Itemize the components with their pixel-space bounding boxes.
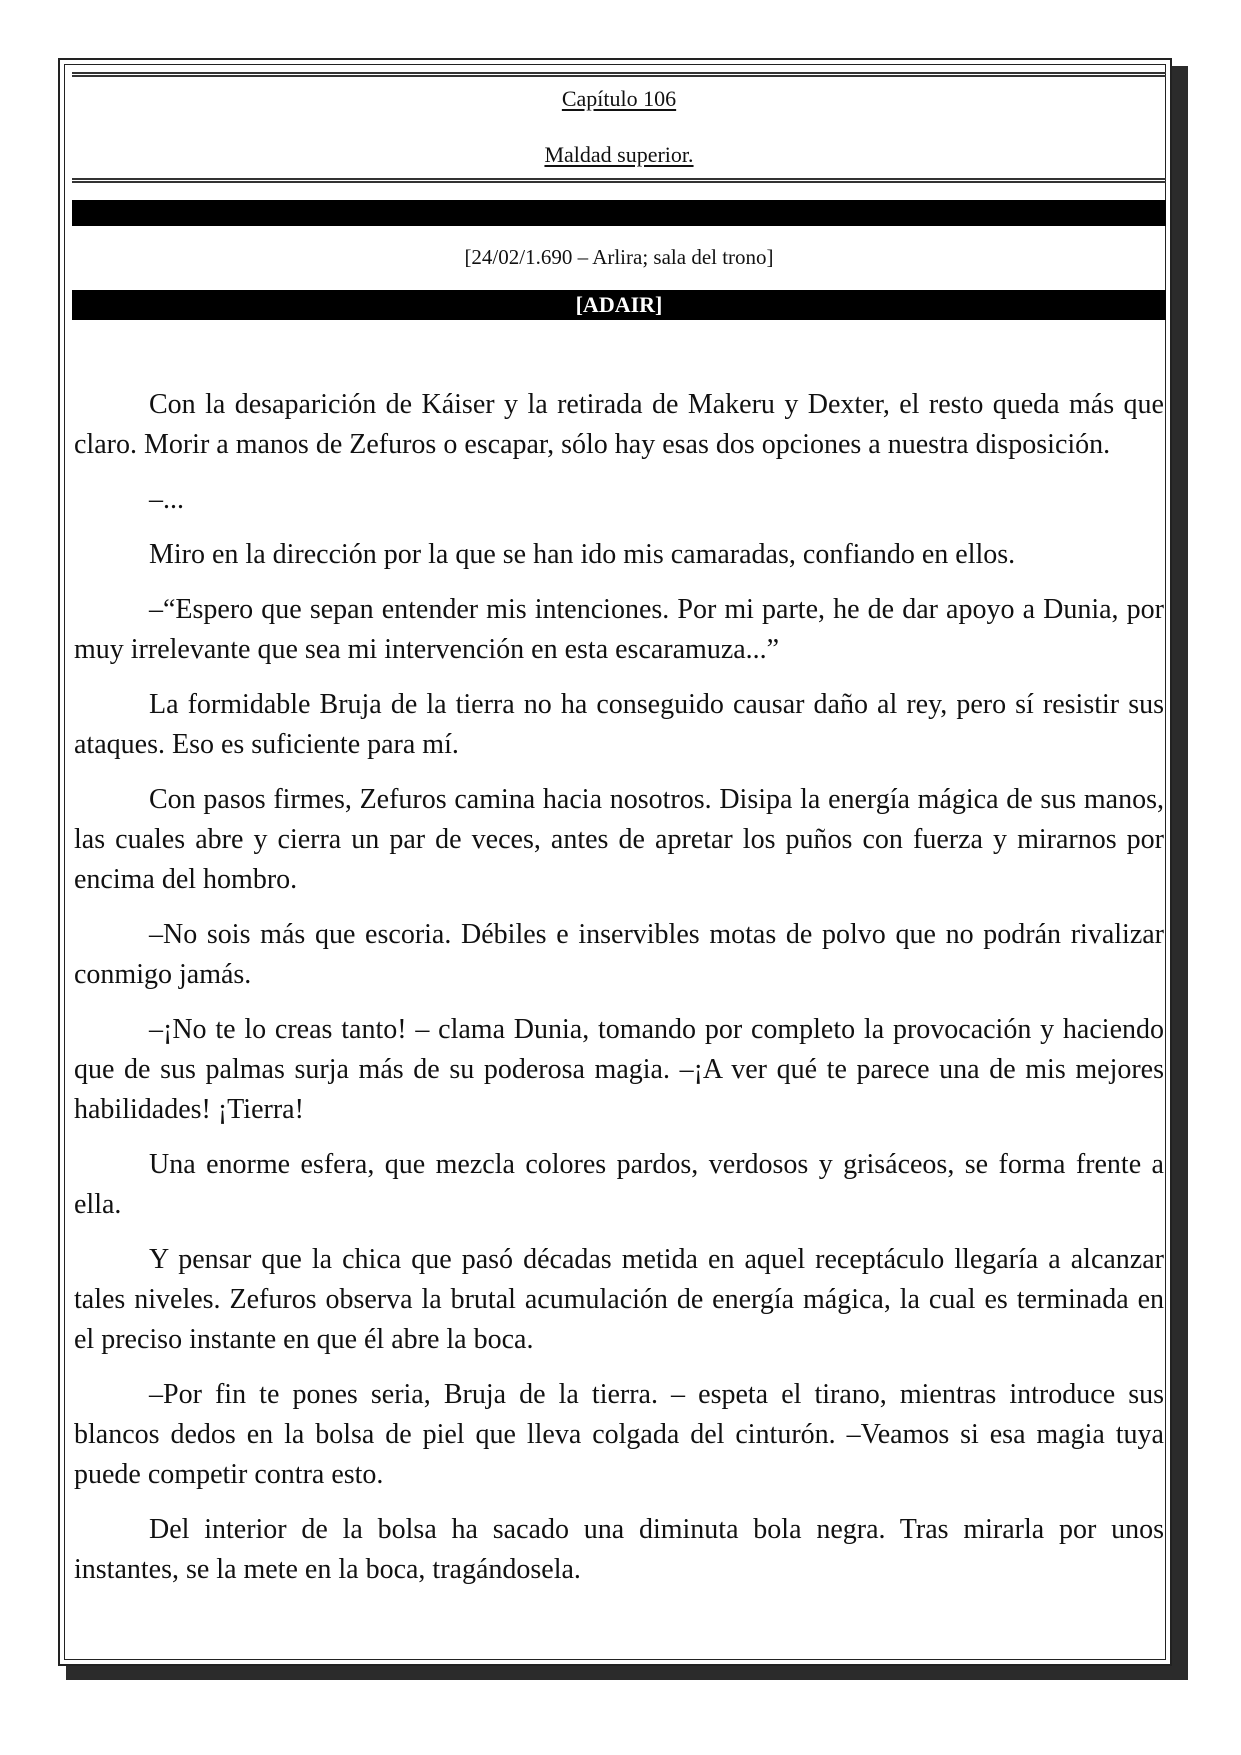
chapter-number: Capítulo 106	[561, 86, 677, 111]
paragraph-9: Una enorme esfera, que mezcla colores pardos, verdosos y grisáceos, se forma frente a ella.	[74, 1149, 1164, 1220]
top-double-rule	[72, 72, 1166, 77]
paragraph-3: Miro en la dirección por la que se han ido mis camaradas, confiando en ellos.	[149, 539, 1016, 570]
paragraph-10: Y pensar que la chica que pasó décadas metida en aquel receptáculo llegaría a alcanzar tales niveles. Zefuros observa la brutal acumulación de energía mágica, la cual es terminada en el preciso instante en que él abre la boca.	[74, 1244, 1164, 1355]
paragraph-4: –“Espero que sepan entender mis intenciones. Por mi parte, he de dar apoyo a Dunia, por muy irrelevante que sea mi intervención en esta escaramuza...”	[74, 594, 1164, 665]
paragraph-2: –...	[149, 484, 184, 515]
title-double-rule	[72, 178, 1166, 183]
chapter-title: Maldad superior.	[544, 142, 694, 167]
paragraph-12: Del interior de la bolsa ha sacado una diminuta bola negra. Tras mirarla por unos instantes, se la mete en la boca, tragándosela.	[74, 1514, 1164, 1585]
paragraph-8: –¡No te lo creas tanto! – clama Dunia, tomando por completo la provocación y haciendo que de sus palmas surja más de su poderosa magia. –¡A ver qué te parece una de mis mejores habilidades! ¡Tierra!	[74, 1014, 1164, 1125]
section-black-bar	[72, 200, 1166, 226]
paragraph-5: La formidable Bruja de la tierra no ha conseguido causar daño al rey, pero sí resistir sus ataques. Eso es suficiente para mí.	[74, 689, 1164, 760]
scene-date-location: [24/02/1.690 – Arlira; sala del trono]	[464, 245, 774, 269]
pov-banner: [ADAIR]	[72, 290, 1166, 320]
paragraph-11: –Por fin te pones seria, Bruja de la tierra. – espeta el tirano, mientras introduce sus blancos dedos en la bolsa de piel que lleva colgada del cinturón. –Veamos si esa magia tuya puede competir contra esto.	[74, 1379, 1164, 1490]
chapter-body	[74, 385, 1164, 1605]
paragraph-6: Con pasos firmes, Zefuros camina hacia nosotros. Disipa la energía mágica de sus manos, las cuales abre y cierra un par de veces, antes de apretar los puños con fuerza y mirarnos por encima del hombro.	[74, 784, 1164, 895]
paragraph-1: Con la desaparición de Káiser y la retirada de Makeru y Dexter, el resto queda más que claro. Morir a manos de Zefuros o escapar, sólo hay esas dos opciones a nuestra disposición.	[74, 389, 1164, 460]
paragraph-7: –No sois más que escoria. Débiles e inservibles motas de polvo que no podrán rivalizar conmigo jamás.	[74, 919, 1164, 990]
